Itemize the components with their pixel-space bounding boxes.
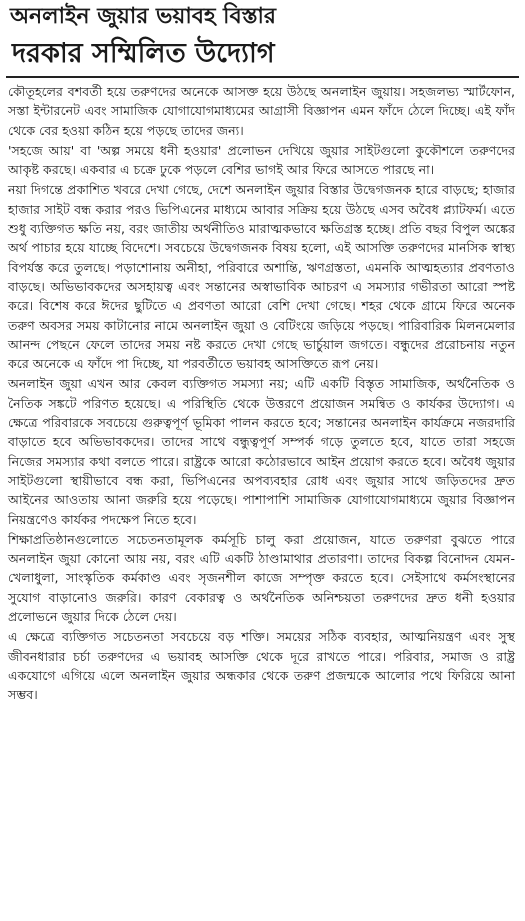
paragraph-2: 'সহজে আয়' বা 'অল্প সময়ে ধনী হওয়ার' প্রলোভন দেখিয়ে জুয়ার সাইটগুলো কুকৌশলে তরুণদের আকৃষ্ট করছে। একবার এ চক্রে ঢুকে পড়লে বেশির ভাগই আর ফিরে আসতে পারছে না। [8,142,515,178]
paragraph-3: নয়া দিগন্তে প্রকাশিত খবরে দেখা গেছে, দেশে অনলাইন জুয়ার বিস্তার উদ্বেগজনক হারে বাড়ছে; হাজার হাজার সাইট বন্ধ করার পরও ভিপিএনের মাধ্যমে আবার সক্রিয় হয়ে উঠছে এসব অবৈধ প্ল্যাটফর্ম। এতে শুধু ব্যক্তিগত ক্ষতি নয়, বরং জাতীয় অর্থনীতিও মারাত্মকভাবে ক্ষতিগ্রস্ত হচ্ছে। প্রতি বছর বিপুল অঙ্কের অর্থ পাচার হয়ে যাচ্ছে বিদেশে। সবচেয়ে উদ্বেগজনক বিষয় হলো, এই আসক্তি তরুণদের মানসিক স্বাস্থ্য বিপর্যস্ত করে তুলছে। পড়াশোনায় অনীহা, পরিবারে অশান্তি, ঋণগ্রস্ততা, এমনকি আত্মহত্যার প্রবণতাও বাড়ছে। অভিভাবকদের অসহায়ত্ব এবং সন্তানের অস্বাভাবিক আচরণ এ সমস্যার গভীরতা আরো স্পষ্ট করে। বিশেষ করে ঈদের ছুটিতে এ প্রবণতা আরো বেশি দেখা গেছে। শহর থেকে গ্রামে ফিরে অনেক তরুণ অবসর সময় কাটানোর নামে অনলাইন জুয়া ও বেটিংয়ে জড়িয়ে পড়ছে। পারিবারিক মিলনমেলার আনন্দ পেছনে ফেলে তাদের সময় নষ্ট করতে দেখা গেছে ভার্চুয়াল জগতে। বন্ধুদের প্ররোচনায় নতুন করে অনেকে এ ফাঁদে পা দিচ্ছে, যা পরবর্তীতে ভয়াবহ আসক্তিতে রূপ নেয়। [8,182,515,372]
paragraph-1: কৌতূহলের বশবর্তী হয়ে তরুণদের অনেকে আসক্ত হয়ে উঠছে অনলাইন জুয়ায়। সহজলভ্য স্মার্টফোন, সস্তা ইন্টারনেট এবং সামাজিক যোগাযোগমাধ্যমের আগ্রাসী বিজ্ঞাপন এমন ফাঁদে ঠেলে দিচ্ছে। এই ফাঁদ থেকে বের হওয়া কঠিন হয়ে পড়ছে তাদের জন্য। [8,84,515,138]
paragraph-5: শিক্ষাপ্রতিষ্ঠানগুলোতে সচেতনতামূলক কর্মসূচি চালু করা প্রয়োজন, যাতে তরুণরা বুঝতে পারে অনলাইন জুয়া কোনো আয় নয়, বরং এটি একটি ঠাণ্ডামাথার প্রতারণা। তাদের বিকল্প বিনোদন যেমন- খেলাধুলা, সাংস্কৃতিক কর্মকাণ্ড এবং সৃজনশীল কাজে সম্পৃক্ত করতে হবে। সেইসাথে কর্মসংস্থানের সুযোগ বাড়ানোও জরুরি। কারণ বেকারত্ব ও অর্থনৈতিক অনিশ্চয়তা তরুণদের দ্রুত ধনী হওয়ার প্রলোভনে জুয়ার দিকে ঠেলে দেয়। [8,531,515,625]
headline-divider [6,76,519,78]
paragraph-4: অনলাইন জুয়া এখন আর কেবল ব্যক্তিগত সমস্যা নয়; এটি একটি বিস্তৃত সামাজিক, অর্থনৈতিক ও নৈতিক সঙ্কটে পরিণত হয়েছে। এ পরিস্থিতি থেকে উত্তরণে প্রয়োজন সমন্বিত ও কার্যকর উদ্যোগ। এ ক্ষেত্রে পরিবারকে সবচেয়ে গুরুত্বপূর্ণ ভূমিকা পালন করতে হবে; সন্তানের অনলাইন কার্যক্রমে নজরদারি বাড়াতে হবে অভিভাবকদের। তাদের সাথে বন্ধুত্বপূর্ণ সম্পর্ক গড়ে তুলতে হবে, যাতে তারা সহজে নিজের সমস্যার কথা বলতে পারে। রাষ্ট্রকে আরো কঠোরভাবে আইন প্রয়োগ করতে হবে। অবৈধ জুয়ার সাইটগুলো স্থায়ীভাবে বন্ধ করা, ভিপিএনের অপব্যবহার রোধ এবং জুয়ার সাথে জড়িতদের দ্রুত আইনের আওতায় আনা জরুরি হয়ে পড়েছে। পাশাপাশি সামাজিক যোগাযোগমাধ্যমে জুয়ার বিজ্ঞাপন নিয়ন্ত্রণেও কার্যকর পদক্ষেপ নিতে হবে। [8,376,515,527]
headline-line-2: দরকার সম্মিলিত উদ্যোগ [12,38,275,69]
paragraph-6: এ ক্ষেত্রে ব্যক্তিগত সচেতনতা সবচেয়ে বড় শক্তি। সময়ের সঠিক ব্যবহার, আত্মনিয়ন্ত্রণ এবং সুস্থ জীবনধারার চর্চা তরুণদের এ ভয়াবহ আসক্তি থেকে দূরে রাখতে পারে। পরিবার, সমাজ ও রাষ্ট্র একযোগে এগিয়ে এলে অনলাইন জুয়ার অন্ধকার থেকে তরুণ প্রজন্মকে আলোর পথে ফিরিয়ে আনা সম্ভব। [8,629,515,703]
headline-line-1: অনলাইন জুয়ার ভয়াবহ বিস্তার [10,4,277,29]
